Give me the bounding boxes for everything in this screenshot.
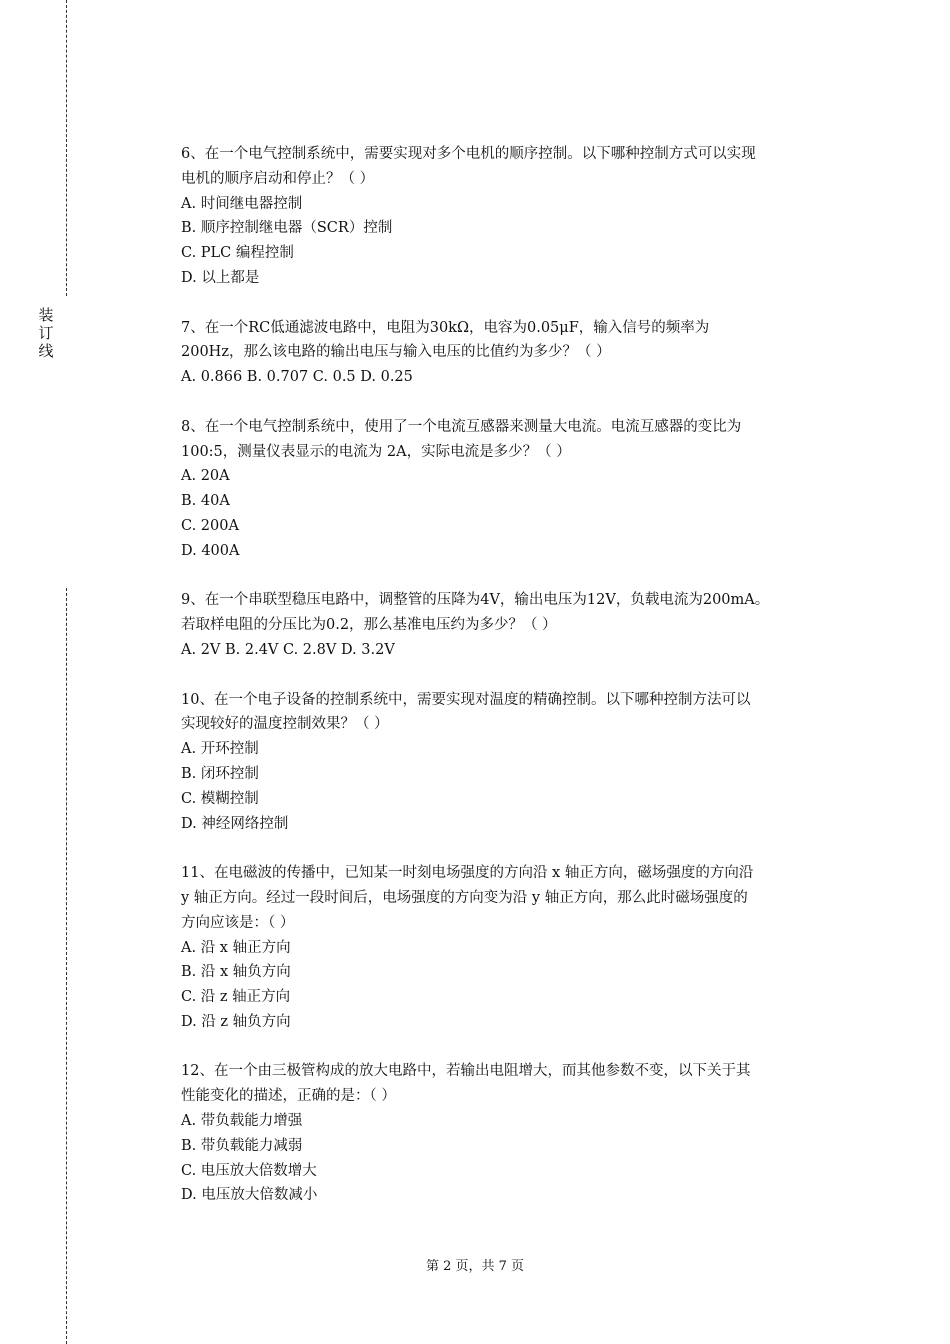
answer-option: D. 电压放大倍数减小 bbox=[181, 1187, 318, 1204]
binding-label bbox=[36, 306, 56, 360]
answer-option: A. 2V B. 2.4V C. 2.8V D. 3.2V bbox=[181, 641, 395, 658]
question-block bbox=[181, 142, 841, 291]
answer-option: B. 带负载能力减弱 bbox=[181, 1137, 303, 1154]
question-block bbox=[181, 588, 841, 662]
answer-option: A. 20A bbox=[181, 468, 230, 485]
question-text: 若取样电阻的分压比为0.2，那么基准电压约为多少？（ ） bbox=[181, 617, 557, 634]
question-text: 12、在一个由三极管构成的放大电路中，若输出电阻增大，而其他参数不变，以下关于其 bbox=[181, 1063, 751, 1080]
answer-option: C. 模糊控制 bbox=[181, 790, 259, 807]
answer-option: C. 电压放大倍数增大 bbox=[181, 1162, 317, 1179]
question-text: 9、在一个串联型稳压电路中，调整管的压降为4V，输出电压为12V，负载电流为200mA。 bbox=[181, 592, 770, 609]
binding-char: 线 bbox=[38, 342, 54, 360]
question-block bbox=[181, 316, 841, 390]
answer-option: B. 闭环控制 bbox=[181, 765, 259, 782]
question-block bbox=[181, 1059, 841, 1208]
question-text: 实现较好的温度控制效果？（ ） bbox=[181, 716, 389, 733]
answer-option: B. 顺序控制继电器（SCR）控制 bbox=[181, 220, 393, 237]
answer-option: D. 400A bbox=[181, 542, 240, 559]
answer-option: B. 40A bbox=[181, 493, 230, 510]
question-text: 11、在电磁波的传播中，已知某一时刻电场强度的方向沿 x 轴正方向，磁场强度的方向沿 bbox=[181, 865, 754, 882]
answer-option: D. 以上都是 bbox=[181, 269, 260, 286]
question-text: 6、在一个电气控制系统中，需要实现对多个电机的顺序控制。以下哪种控制方式可以实现 bbox=[181, 146, 756, 162]
question-text: 电机的顺序启动和停止？（ ） bbox=[181, 170, 375, 187]
question-block bbox=[181, 415, 841, 564]
answer-option: A. 时间继电器控制 bbox=[181, 195, 303, 212]
question-block bbox=[181, 861, 841, 1035]
binding-line-bottom bbox=[66, 588, 67, 1344]
question-list bbox=[181, 142, 841, 1233]
question-text: 性能变化的描述，正确的是：（ ） bbox=[181, 1088, 396, 1105]
answer-option: A. 0.866 B. 0.707 C. 0.5 D. 0.25 bbox=[181, 369, 413, 386]
answer-option: C. 200A bbox=[181, 517, 239, 534]
question-text: 10、在一个电子设备的控制系统中，需要实现对温度的精确控制。以下哪种控制方法可以 bbox=[181, 691, 751, 708]
answer-option: D. 沿 z 轴负方向 bbox=[181, 1013, 291, 1030]
binding-char: 装 bbox=[38, 306, 54, 324]
question-text: y 轴正方向。经过一段时间后，电场强度的方向变为沿 y 轴正方向，那么此时磁场强度的 bbox=[181, 889, 748, 906]
question-text: 200Hz，那么该电路的输出电压与输入电压的比值约为多少？（ ） bbox=[181, 344, 611, 361]
answer-option: C. PLC 编程控制 bbox=[181, 245, 294, 262]
question-text: 方向应该是：（ ） bbox=[181, 914, 295, 931]
answer-option: A. 带负载能力增强 bbox=[181, 1113, 303, 1130]
answer-option: B. 沿 x 轴负方向 bbox=[181, 964, 291, 981]
question-text: 100:5，测量仪表显示的电流为 2A，实际电流是多少？（ ） bbox=[181, 443, 571, 460]
page-footer: 第 2 页，共 7 页 bbox=[425, 1259, 525, 1274]
binding-char: 订 bbox=[38, 324, 54, 342]
question-block bbox=[181, 688, 841, 837]
question-text: 7、在一个RC低通滤波电路中，电阻为30kΩ，电容为0.05μF，输入信号的频率为 bbox=[181, 319, 710, 336]
answer-option: D. 神经网络控制 bbox=[181, 815, 289, 832]
answer-option: C. 沿 z 轴正方向 bbox=[181, 989, 291, 1006]
question-text: 8、在一个电气控制系统中，使用了一个电流互感器来测量大电流。电流互感器的变比为 bbox=[181, 418, 742, 435]
answer-option: A. 开环控制 bbox=[181, 741, 259, 758]
answer-option: A. 沿 x 轴正方向 bbox=[181, 939, 291, 956]
binding-line-top bbox=[66, 0, 67, 296]
